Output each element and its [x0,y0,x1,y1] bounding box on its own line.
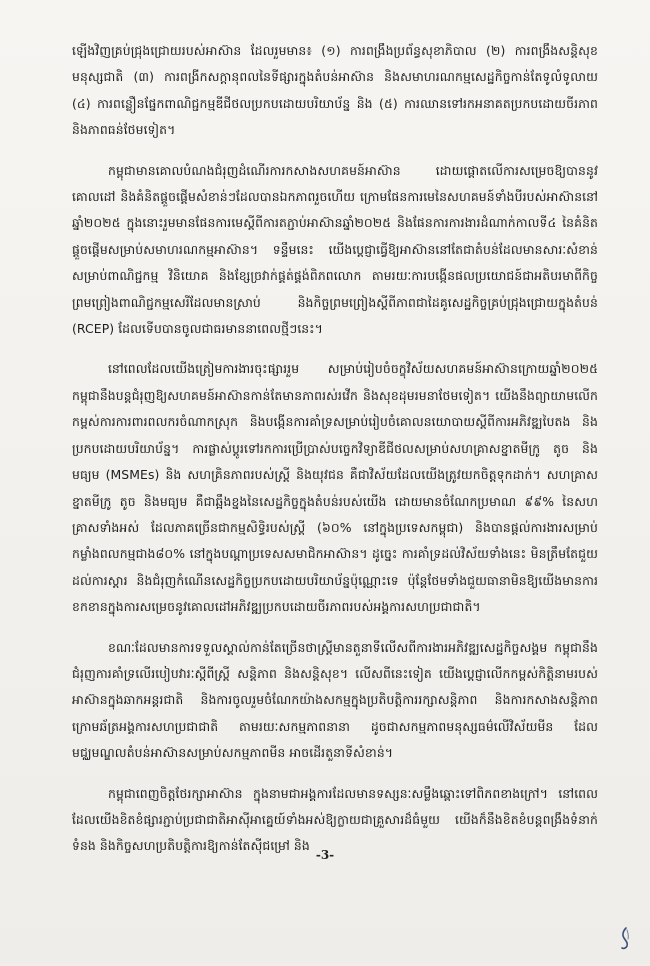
scan-corner-mark [618,926,634,950]
paragraph-2: កម្ពុជាមានគោលបំណងជំរុញដំណើរការកសាងសហគមន៍អាស៊ាន ដោយផ្តោតលើការសម្រេចឱ្យបាននូវគោលដៅ និងគំនិតផ្តួចផ្តើមសំខាន់ៗដែលបានឯកភាពរួចហើយ ក្រោមផែនការមេនៃសហគមន៍ទាំងបីរបស់អាស៊ាននៅឆ្នាំ២០២៥ ក្នុងនោះរួមមានផែនការមេស្តីពីការតភ្ជាប់អាស៊ានឆ្នាំ២០២៥ និងផែនការការងារដំណាក់កាលទី៤ នៃគំនិតផ្តួចផ្តើមសម្រាប់សមាហរណកម្មអាស៊ាន។ ទន្ទឹមនេះ យើងប្តេជ្ញាធ្វើឱ្យអាស៊ាននៅតែជាតំបន់ដែលមានសារៈសំខាន់សម្រាប់ពាណិជ្ជកម្ម វិនិយោគ និងខ្សែច្រវាក់ផ្គត់ផ្គង់ពិភពលោក តាមរយៈការបង្កើនផលប្រយោជន៍ជាអតិបរមាពីកិច្ចព្រមព្រៀងពាណិជ្ជកម្មសេរីដែលមានស្រាប់ និងកិច្ចព្រមព្រៀងស្តីពីភាពជាដៃគូសេដ្ឋកិច្ចគ្រប់ជ្រុងជ្រោយក្នុងតំបន់ (RCEP) ដែលទើបបានចូលជាធរមាននាពេលថ្មីៗនេះ។ [72,162,598,337]
paragraph-3: នៅពេលដែលយើងត្រៀមការងារចុះផ្សាររួម សម្រាប់រៀបចំចក្ខុវិស័យសហគមន៍អាស៊ានក្រោយឆ្នាំ២០២៥ កម្ពុជានឹងបន្តជំរុញឱ្យសហគមន៍អាស៊ានកាន់តែមានភាពរស់រវើក និងសុខដុមរមនាថែមទៀត។ យើងនឹងព្យាយាមលើកកម្ពស់ការការពារពលករចំណាកស្រុក និងបង្កើនការគាំទ្រសម្រាប់រៀបចំគោលនយោបាយស្តីពីការអភិវឌ្ឍបៃតង និងប្រកបដោយបរិយាប័ន្ន។ ការផ្លាស់ប្តូរទៅរកការប្រើប្រាស់បច្ចេកវិទ្យាឌីជីថលសម្រាប់សហគ្រាសខ្នាតមីក្រូ តូច និងមធ្យម (MSMEs) និង សហគ្រិនភាពរបស់ស្ត្រី និងយុវជន គឺជាវិស័យដែលយើងត្រូវយកចិត្តទុកដាក់។ សហគ្រាសខ្នាតមីក្រូ តូច និងមធ្យម គឺជាឆ្អឹងខ្នងនៃសេដ្ឋកិច្ចក្នុងតំបន់របស់យើង ដោយមានចំណែកប្រមាណ ៩៩% នៃសហគ្រាសទាំងអស់ ដែលភាគច្រើនជាកម្មសិទ្ធិរបស់ស្ត្រី (៦០% នៅក្នុងប្រទេសកម្ពុជា) និងបានផ្តល់ការងារសម្រាប់កម្លាំងពលកម្មជាង៨០% នៅក្នុងបណ្តាប្រទេសសមាជិកអាស៊ាន។ ដូច្នេះ ការគាំទ្រដល់វិស័យទាំងនេះ មិនត្រឹមតែជួយដល់ការស្តារ និងជំរុញកំណើនសេដ្ឋកិច្ចប្រកបដោយបរិយាប័ន្នប៉ុណ្ណោះទេ ប៉ុន្តែថែមទាំងជួយធានាមិនឱ្យយើងមានការខកខានក្នុងការសម្រេចនូវគោលដៅអភិវឌ្ឍប្រកបដោយចីរភាពរបស់អង្គការសហប្រជាជាតិ។ [72,361,598,615]
document-body [72,38,598,874]
page-number: -3- [315,848,335,862]
paragraph-1: ឡើងវិញគ្រប់ជ្រុងជ្រោយរបស់អាស៊ាន ដែលរួមមាន៖ (១) ការពង្រឹងប្រព័ន្ធសុខាភិបាល (២) ការពង្រឹងសន្តិសុខមនុស្សជាតិ (៣) ការពង្រីកសក្តានុពលនៃទីផ្សារក្នុងតំបន់អាស៊ាន និងសមាហរណកម្មសេដ្ឋកិច្ចកាន់តែទូលំទូលាយ (៤) ការពន្លឿនផ្នែកពាណិជ្ជកម្មឌីជីថលប្រកបដោយបរិយាប័ន្ន និង (៥) ការឈានទៅរកអនាគតប្រកបដោយចីរភាព និងភាពធន់ថែមទៀត។ [72,43,598,138]
paragraph-5: កម្ពុជាពេញចិត្តថែរក្សាអាស៊ាន ក្នុងនាមជាអង្គការដែលមានទស្សនៈសម្លឹងឆ្ពោះទៅពិភពខាងក្រៅ។ នៅពេលដែលយើងខិតខំផ្សារភ្ជាប់ប្រជាជាតិអាស៊ីអាគ្នេយ៍ទាំងអស់ឱ្យក្លាយជាគ្រួសារដ៏ធំមួយ យើងក៏នឹងខិតខំបន្តពង្រឹងទំនាក់ទំនង និងកិច្ចសហប្រតិបត្តិការឱ្យកាន់តែស៊ីជម្រៅ និង [72,785,598,854]
paragraph-4: ខណៈដែលមានការទទួលស្គាល់កាន់តែច្រើនថាស្ត្រីមានតួនាទីលើសពីការងារអភិវឌ្ឍសេដ្ឋកិច្ចសង្គម កម្ពុជានឹងជំរុញការគាំទ្រលើរបៀបវារៈស្តីពីស្ត្រី សន្តិភាព និងសន្តិសុខ។ លើសពីនេះទៀត យើងប្តេជ្ញាលើកកម្ពស់កិត្តិនាមរបស់អាស៊ានក្នុងឆាកអន្តរជាតិ និងការចូលរួមចំណែកយ៉ាងសកម្មក្នុងប្រតិបត្តិការរក្សាសន្តិភាព និងការកសាងសន្តិភាពក្រោមឆ័ត្រអង្គការសហប្រជាជាតិ តាមរយៈសកម្មភាពនានា ដូចជាសកម្មភាពមនុស្សធម៌លើវិស័យមីន ដែលមជ្ឈមណ្ឌលតំបន់អាស៊ានសម្រាប់សកម្មភាពមីន អាចដើរតួនាទីសំខាន់។ [72,639,598,761]
